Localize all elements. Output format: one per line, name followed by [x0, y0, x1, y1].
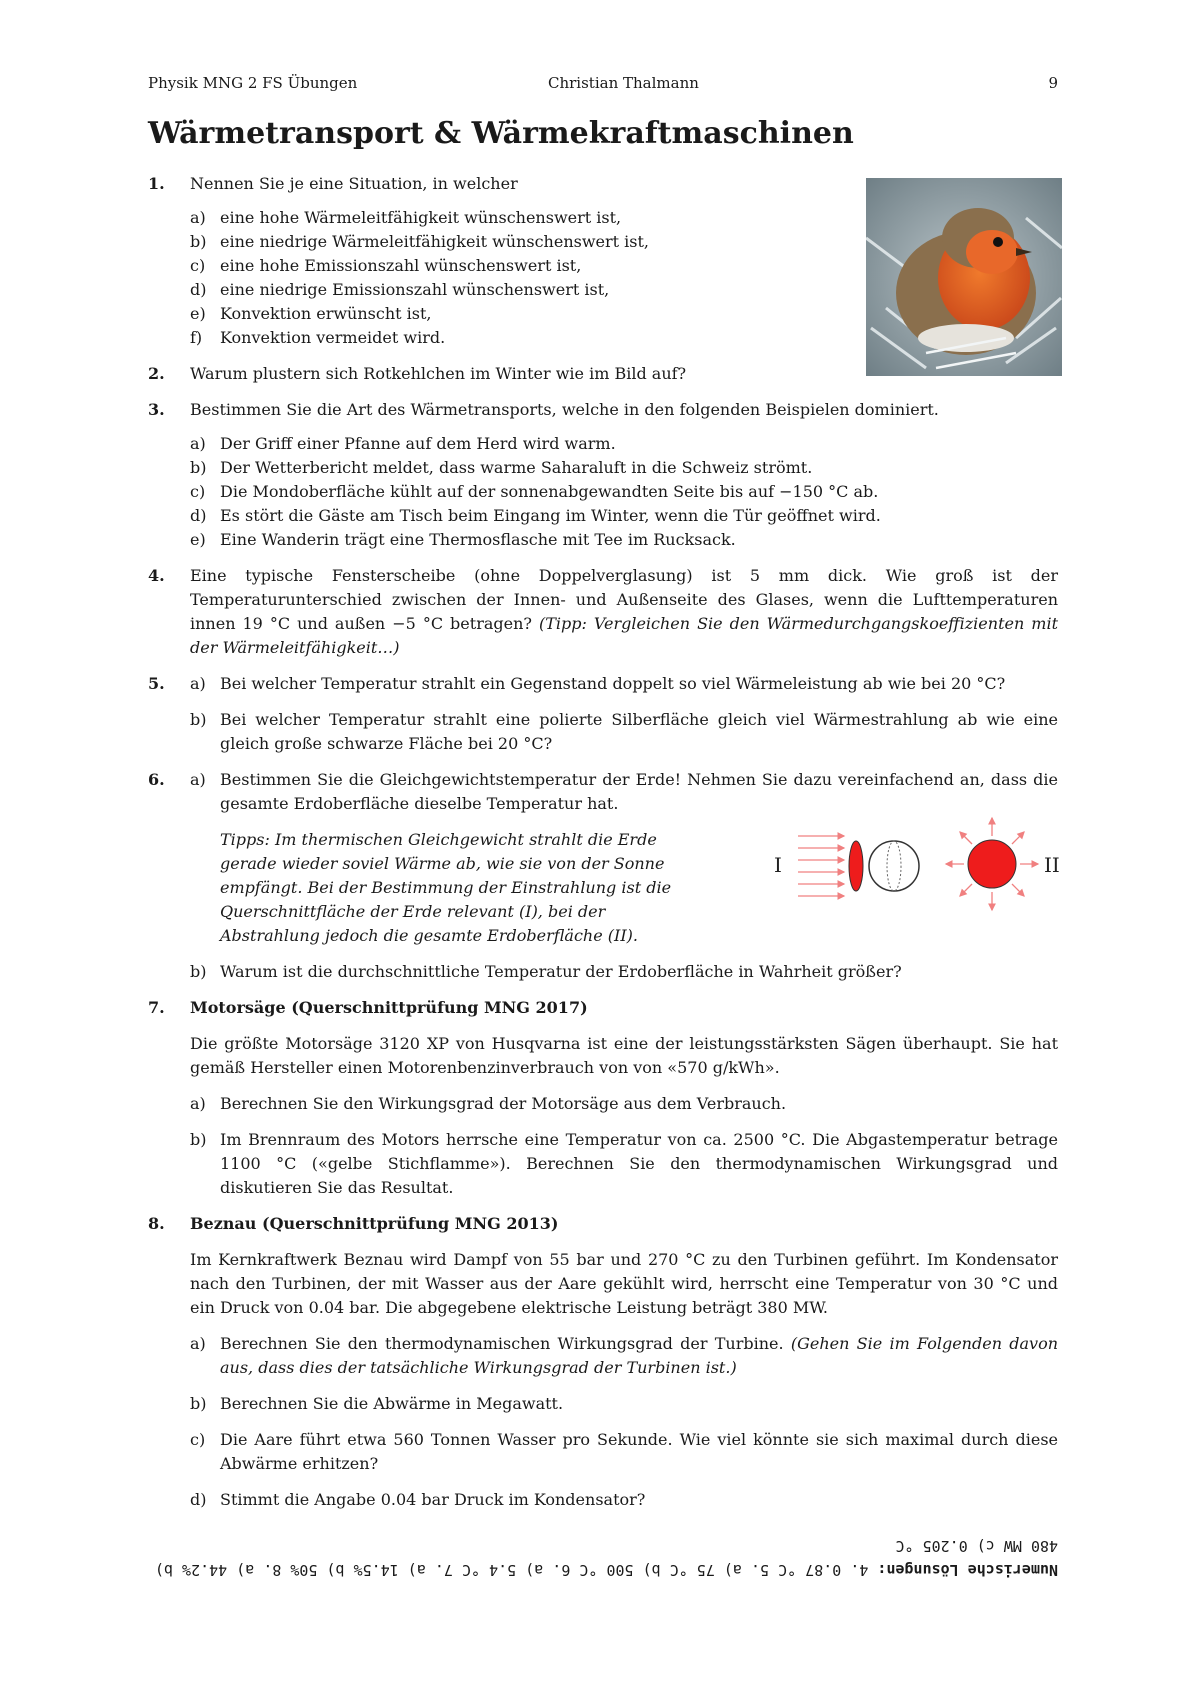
solutions-text: 4. 0.87 °C 5. a) 75 °C b) 500 °C 6. a) 5.4 °C 7. a) 14.5% b) 50% 8. a) 44.2% b) 480 MW c) 0.205 °C	[154, 1537, 1058, 1579]
sub-item	[190, 326, 1058, 350]
item-text: eine niedrige Wärmeleitfähigkeit wünschenswert ist,	[220, 232, 650, 251]
page-title: Wärmetransport & Wärmekraftmaschinen	[148, 116, 854, 151]
earth-emitting	[968, 840, 1016, 888]
item-label: a)	[190, 770, 206, 789]
diagram-label-i: I	[774, 853, 782, 877]
item-text: Im Brennraum des Motors herrsche eine Temperatur von ca. 2500 °C. Die Abgastemperatur betrage 1100 °C («gelbe Stichflamme»). Berechnen Sie den thermodynamischen Wirkungsgrad und diskutieren Sie das Resultat.	[220, 1130, 1058, 1197]
item-label: b)	[190, 1394, 207, 1413]
tip-text: Tipps: Im thermischen Gleichgewicht strahlt die Erde gerade wieder soviel Wärme ab, wie sie von der Sonne empfängt. Bei der Bestimmung der Einstrahlung ist die Querschnittfläche der Erde relevant (I), bei der Abstrahlung jedoch die gesamte Erdoberfläche (II).	[220, 830, 672, 945]
item-text: Eine Wanderin trägt eine Thermosflasche mit Tee im Rucksack.	[220, 530, 736, 549]
exercise-4	[148, 564, 1058, 660]
item-label: e)	[190, 530, 206, 549]
exercise-text: Warum plustern sich Rotkehlchen im Winter wie im Bild auf?	[190, 364, 687, 383]
exercise-3	[148, 398, 1058, 552]
item-label: c)	[190, 1430, 206, 1449]
header-course: Physik MNG 2 FS Übungen	[148, 74, 358, 92]
sub-item	[190, 480, 1058, 504]
item-text: Es stört die Gäste am Tisch beim Eingang im Winter, wenn die Tür geöffnet wird.	[220, 506, 881, 525]
sub-item	[190, 1128, 1058, 1200]
sub-item	[190, 206, 1058, 230]
sub-item	[190, 1092, 1058, 1116]
item-label: d)	[190, 1490, 207, 1509]
sub-item	[190, 254, 1058, 278]
sub-item	[190, 1428, 1058, 1476]
item-text: Konvektion erwünscht ist,	[220, 304, 432, 323]
item-text: Bei welcher Temperatur strahlt ein Gegenstand doppelt so viel Wärmeleistung ab wie bei 20 °C?	[220, 674, 1006, 693]
sub-item	[190, 708, 1058, 756]
sub-item	[190, 432, 1058, 456]
exercise-8	[148, 1212, 1058, 1512]
item-label: b)	[190, 710, 207, 729]
item-tip: (Gehen Sie im Folgenden davon aus, dass dies der tatsächliche Wirkungsgrad der Turbinen ist.)	[220, 1334, 1059, 1377]
exercise-number: 1.	[148, 174, 165, 193]
item-text: Bestimmen Sie die Gleichgewichtstemperatur der Erde! Nehmen Sie dazu vereinfachend an, dass die gesamte Erdoberfläche dieselbe Temperatur hat.	[220, 770, 1058, 813]
numerical-solutions	[148, 1534, 1058, 1582]
item-text: eine hohe Wärmeleitfähigkeit wünschenswert ist,	[220, 208, 622, 227]
exercise-title: Motorsäge (Querschnittprüfung MNG 2017)	[190, 998, 588, 1017]
item-text: Die Mondoberfläche kühlt auf der sonnenabgewandten Seite bis auf −150 °C ab.	[220, 482, 879, 501]
exercise-number: 6.	[148, 770, 165, 789]
page-header	[148, 74, 1058, 98]
exercise-number: 2.	[148, 364, 165, 383]
item-label: d)	[190, 506, 207, 525]
item-text: eine hohe Emissionszahl wünschenswert ist,	[220, 256, 582, 275]
item-text: Der Wetterbericht meldet, dass warme Saharaluft in die Schweiz strömt.	[220, 458, 813, 477]
item-label: e)	[190, 304, 206, 323]
header-author: Christian Thalmann	[548, 74, 699, 92]
sub-items	[190, 206, 1058, 350]
item-label: a)	[190, 208, 206, 227]
item-label: a)	[190, 674, 206, 693]
earth-globe	[869, 841, 919, 891]
exercise-text: Nennen Sie je eine Situation, in welcher	[190, 174, 518, 193]
item-label: a)	[190, 1334, 206, 1353]
solutions-heading: Numerische Lösungen:	[877, 1561, 1058, 1579]
item-label: d)	[190, 280, 207, 299]
exercise-text	[190, 564, 1058, 660]
item-text: Der Griff einer Pfanne auf dem Herd wird warm.	[220, 434, 616, 453]
exercise-7	[148, 996, 1058, 1200]
item-label: b)	[190, 458, 207, 477]
sub-item	[190, 768, 1058, 816]
item-label: a)	[190, 1094, 206, 1113]
sub-item	[190, 302, 1058, 326]
item-text: eine niedrige Emissionszahl wünschenswert ist,	[220, 280, 610, 299]
exercise-intro: Die größte Motorsäge 3120 XP von Husqvarna ist eine der leistungsstärksten Sägen überhaupt. Sie hat gemäß Hersteller einen Motorenbenzinverbrauch von von «570 g/kWh».	[190, 1034, 1058, 1077]
item-text: Berechnen Sie den Wirkungsgrad der Motorsäge aus dem Verbrauch.	[220, 1094, 787, 1113]
sub-item	[190, 960, 1058, 984]
item-label: c)	[190, 482, 206, 501]
exercise-text: Bestimmen Sie die Art des Wärmetransports, welche in den folgenden Beispielen dominiert.	[190, 400, 939, 419]
item-label: c)	[190, 256, 206, 275]
exercise-tip: (Tipp: Vergleichen Sie den Wärmedurchgangskoeffizienten mit der Wärmeleitfähigkeit…)	[190, 614, 1058, 657]
sub-item	[190, 278, 1058, 302]
item-text: Warum ist die durchschnittliche Temperatur der Erdoberfläche in Wahrheit größer?	[220, 962, 902, 981]
item-text: Bei welcher Temperatur strahlt eine polierte Silberfläche gleich viel Wärmestrahlung ab wie eine gleich große schwarze Fläche bei 20 °C?	[220, 710, 1058, 753]
item-text: Berechnen Sie die Abwärme in Megawatt.	[220, 1394, 564, 1413]
item-text: Berechnen Sie den thermodynamischen Wirkungsgrad der Turbine.	[220, 1334, 784, 1353]
exercise-number: 5.	[148, 674, 165, 693]
exercise-title: Beznau (Querschnittprüfung MNG 2013)	[190, 1214, 559, 1233]
sub-item	[190, 456, 1058, 480]
exercise-number: 7.	[148, 998, 165, 1017]
exercise-number: 4.	[148, 566, 165, 585]
item-label: a)	[190, 434, 206, 453]
earth-radiation-diagram	[768, 814, 1074, 914]
diagram-label-ii: II	[1044, 853, 1060, 877]
incoming-rays	[798, 836, 844, 896]
sub-item	[190, 672, 1058, 696]
exercise-number: 8.	[148, 1214, 165, 1233]
exercise-body: Eine typische Fensterscheibe (ohne Doppelverglasung) ist 5 mm dick. Wie groß ist der Temperaturunterschied zwischen der Innen- und Außenseite des Glases, wenn die Lufttemperaturen innen 19 °C und außen −5 °C betragen?	[190, 566, 1058, 633]
item-label: b)	[190, 962, 207, 981]
exercise-1	[148, 172, 1058, 350]
item-label: f)	[190, 328, 203, 347]
sub-item	[190, 1488, 1058, 1512]
exercise-number: 3.	[148, 400, 165, 419]
exercise-intro: Im Kernkraftwerk Beznau wird Dampf von 55 bar und 270 °C zu den Turbinen geführt. Im Kondensator nach den Turbinen, der mit Wasser aus der Aare gekühlt wird, herrscht eine Temperatur von 30 °C und ein Druck von 0.04 bar. Die abgegebene elektrische Leistung beträgt 380 MW.	[190, 1250, 1058, 1317]
sub-item	[190, 230, 1058, 254]
sub-item	[190, 1392, 1058, 1416]
sub-item	[190, 1332, 1058, 1380]
item-label: b)	[190, 232, 207, 251]
exercise-5	[148, 672, 1058, 756]
item-text: Konvektion vermeidet wird.	[220, 328, 446, 347]
earth-cross-section	[849, 841, 863, 891]
item-text: Stimmt die Angabe 0.04 bar Druck im Kondensator?	[220, 1490, 646, 1509]
sub-item	[190, 504, 1058, 528]
item-label: b)	[190, 1130, 207, 1149]
item-text: Die Aare führt etwa 560 Tonnen Wasser pro Sekunde. Wie viel könnte sie sich maximal durch diese Abwärme erhitzen?	[220, 1430, 1058, 1473]
exercise-2	[148, 362, 1058, 386]
sub-item	[190, 528, 1058, 552]
sub-items	[190, 432, 1058, 552]
header-page-number: 9	[1048, 74, 1058, 92]
